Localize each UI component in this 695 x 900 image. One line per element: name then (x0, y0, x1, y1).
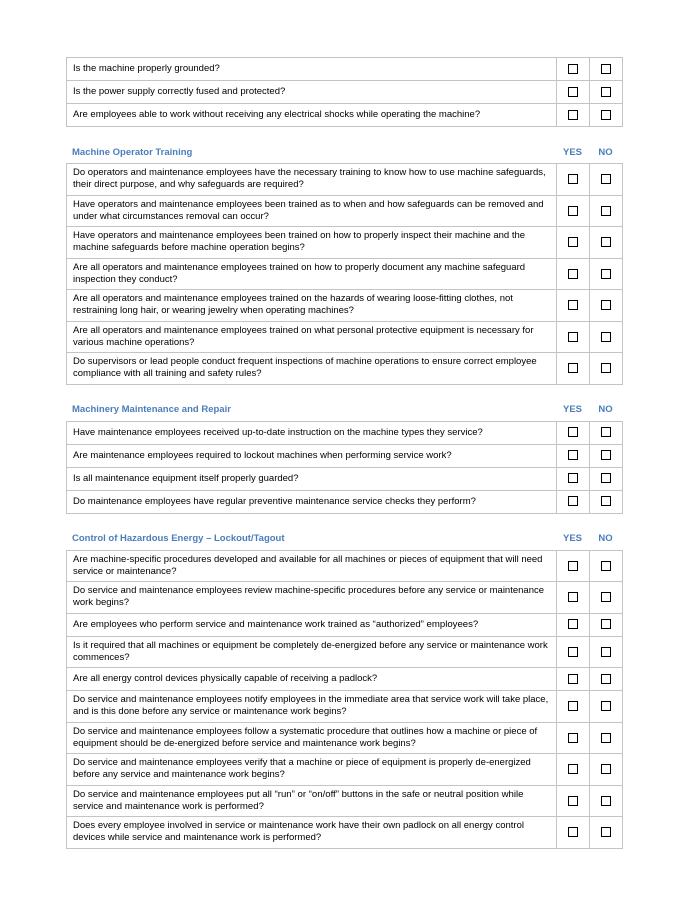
table-row (67, 321, 623, 353)
yes-checkbox[interactable] (568, 363, 578, 373)
no-checkbox[interactable] (601, 764, 611, 774)
yes-column-label: YES (562, 533, 582, 544)
question-text: Do supervisors or lead people conduct frequent inspections of machine operations to ensure correct employee compliance with all training and safety rules? (67, 353, 557, 385)
yes-checkbox[interactable] (568, 701, 578, 711)
no-checkbox[interactable] (601, 561, 611, 571)
yes-checkbox[interactable] (568, 269, 578, 279)
question-text: Are all operators and maintenance employees trained on what personal protective equipment is necessary for various machine operations? (67, 321, 557, 353)
no-checkbox[interactable] (601, 332, 611, 342)
lockout-tagout-table (66, 550, 623, 849)
question-text: Do service and maintenance employees verify that a machine or piece of equipment is properly de-energized before any service and maintenance work begins? (67, 754, 557, 786)
question-text: Is it required that all machines or equipment be completely de-energized before any service or maintenance work commences? (67, 636, 557, 668)
question-text: Are machine-specific procedures developed and available for all machines or pieces of equipment that will need service or maintenance? (67, 550, 557, 582)
section-title: Machinery Maintenance and Repair (72, 404, 231, 415)
no-checkbox[interactable] (601, 427, 611, 437)
question-text: Is the machine properly grounded? (67, 58, 557, 81)
yes-checkbox[interactable] (568, 87, 578, 97)
question-text: Have operators and maintenance employees been trained on how to properly inspect their machine and the machine safeguards before machine operation begins? (67, 227, 557, 259)
table-row (67, 785, 623, 817)
no-checkbox[interactable] (601, 733, 611, 743)
question-text: Do service and maintenance employees follow a systematic procedure that outlines how a machine or piece of equipment should be de-energized before service and maintenance work begins? (67, 722, 557, 754)
no-checkbox[interactable] (601, 237, 611, 247)
table-row (67, 636, 623, 668)
yes-column-label: YES (562, 404, 582, 415)
yes-checkbox[interactable] (568, 473, 578, 483)
no-checkbox[interactable] (601, 300, 611, 310)
table-row (67, 195, 623, 227)
table-row (67, 227, 623, 259)
no-checkbox[interactable] (601, 592, 611, 602)
yes-checkbox[interactable] (568, 561, 578, 571)
table-row (67, 58, 623, 81)
operator-training-table (66, 163, 623, 385)
question-text: Are all energy control devices physically capable of receiving a padlock? (67, 668, 557, 691)
no-checkbox[interactable] (601, 87, 611, 97)
section-title: Machine Operator Training (72, 146, 193, 158)
no-checkbox[interactable] (601, 827, 611, 837)
table-row (67, 613, 623, 636)
table-row (67, 550, 623, 582)
no-checkbox[interactable] (601, 174, 611, 184)
yes-checkbox[interactable] (568, 647, 578, 657)
no-checkbox[interactable] (601, 674, 611, 684)
question-text: Do operators and maintenance employees have the necessary training to know how to use machine safeguards, their direct purpose, and why safeguards are required? (67, 164, 557, 196)
intro-table (66, 57, 623, 127)
table-row (67, 81, 623, 104)
no-column-label: NO (598, 146, 613, 158)
question-text: Are all operators and maintenance employees trained on the hazards of wearing loose-fitting clothes, not restraining long hair, or wearing jewelry when operating machines? (67, 290, 557, 322)
question-text: Is all maintenance equipment itself properly guarded? (67, 467, 557, 490)
section-header-operator-training (66, 141, 622, 163)
yes-column-label: YES (562, 146, 582, 158)
yes-checkbox[interactable] (568, 110, 578, 120)
question-text: Do service and maintenance employees put all “run” or “on/off” buttons in the safe or neutral position while service and maintenance work is performed? (67, 785, 557, 817)
question-text: Do maintenance employees have regular preventive maintenance service checks they perform? (67, 490, 557, 513)
table-row (67, 722, 623, 754)
yes-checkbox[interactable] (568, 300, 578, 310)
table-row (67, 164, 623, 196)
yes-checkbox[interactable] (568, 796, 578, 806)
no-checkbox[interactable] (601, 496, 611, 506)
yes-checkbox[interactable] (568, 733, 578, 743)
section-header-lockout-tagout (66, 528, 622, 550)
yes-checkbox[interactable] (568, 827, 578, 837)
yes-checkbox[interactable] (568, 674, 578, 684)
table-row (67, 490, 623, 513)
no-column-label: NO (598, 404, 613, 415)
table-row (67, 104, 623, 127)
question-text: Are maintenance employees required to lockout machines when performing service work? (67, 444, 557, 467)
no-checkbox[interactable] (601, 64, 611, 74)
table-row (67, 582, 623, 614)
no-checkbox[interactable] (601, 619, 611, 629)
table-row (67, 421, 623, 444)
yes-checkbox[interactable] (568, 174, 578, 184)
table-row (67, 444, 623, 467)
no-checkbox[interactable] (601, 796, 611, 806)
no-checkbox[interactable] (601, 647, 611, 657)
no-checkbox[interactable] (601, 701, 611, 711)
question-text: Have operators and maintenance employees been trained as to when and how safeguards can be removed and under what circumstances removal can occur? (67, 195, 557, 227)
yes-checkbox[interactable] (568, 332, 578, 342)
table-row (67, 754, 623, 786)
no-checkbox[interactable] (601, 450, 611, 460)
yes-checkbox[interactable] (568, 450, 578, 460)
no-checkbox[interactable] (601, 363, 611, 373)
table-row (67, 353, 623, 385)
no-checkbox[interactable] (601, 206, 611, 216)
question-text: Have maintenance employees received up-to-date instruction on the machine types they service? (67, 421, 557, 444)
yes-checkbox[interactable] (568, 592, 578, 602)
table-row (67, 467, 623, 490)
maintenance-table (66, 421, 623, 514)
no-checkbox[interactable] (601, 473, 611, 483)
section-header-maintenance (66, 399, 622, 421)
question-text: Do service and maintenance employees review machine-specific procedures before any service or maintenance work begins? (67, 582, 557, 614)
yes-checkbox[interactable] (568, 64, 578, 74)
checklist-page (66, 57, 622, 849)
section-title: Control of Hazardous Energy – Lockout/Tagout (72, 533, 285, 544)
no-column-label: NO (598, 533, 613, 544)
question-text: Are employees who perform service and maintenance work trained as “authorized” employees? (67, 613, 557, 636)
no-checkbox[interactable] (601, 110, 611, 120)
yes-checkbox[interactable] (568, 619, 578, 629)
question-text: Does every employee involved in service or maintenance work have their own padlock on all energy control devices while service and maintenance work is performed? (67, 817, 557, 849)
yes-checkbox[interactable] (568, 427, 578, 437)
table-row (67, 290, 623, 322)
table-row (67, 258, 623, 290)
table-row (67, 817, 623, 849)
table-row (67, 668, 623, 691)
no-checkbox[interactable] (601, 269, 611, 279)
yes-checkbox[interactable] (568, 206, 578, 216)
question-text: Are all operators and maintenance employees trained on how to properly document any machine safeguard inspection they conduct? (67, 258, 557, 290)
table-row (67, 691, 623, 723)
question-text: Do service and maintenance employees notify employees in the immediate area that service work will take place, and is this done before any service or maintenance work begins? (67, 691, 557, 723)
yes-checkbox[interactable] (568, 764, 578, 774)
question-text: Are employees able to work without receiving any electrical shocks while operating the machine? (67, 104, 557, 127)
question-text: Is the power supply correctly fused and protected? (67, 81, 557, 104)
yes-checkbox[interactable] (568, 237, 578, 247)
yes-checkbox[interactable] (568, 496, 578, 506)
